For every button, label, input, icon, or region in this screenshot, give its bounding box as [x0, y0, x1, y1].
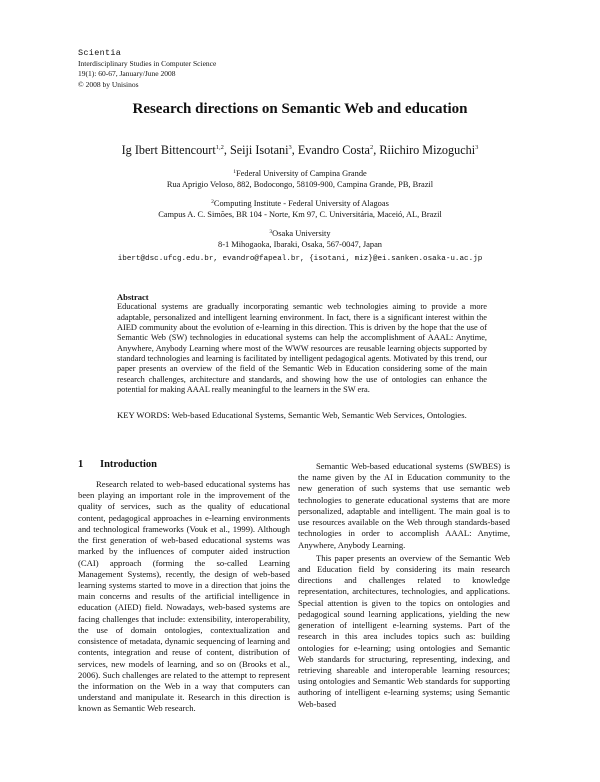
- affiliation-name: Osaka University: [272, 229, 331, 238]
- right-column: [298, 461, 510, 710]
- journal-issue: 19(1): 60-67, January/June 2008: [78, 69, 176, 78]
- affiliation-address: Rua Aprigio Veloso, 882, Bodocongo, 58109-900, Campina Grande, PB, Brazil: [166, 180, 434, 189]
- paragraph: Semantic Web-based educational systems (SWBES) is the name given by the AI in Education community to the new generation of such systems that use semantic web technologies to generate educational systems that are more personalized, adaptable and intelligent. The main goal is to use resources available on the Web through standards-based technologies in order to accomplish AAAL: Anytime, Anywhere, Anybody Learning.: [298, 461, 510, 550]
- abstract-heading: Abstract: [117, 292, 149, 302]
- section-number: 1: [78, 459, 84, 470]
- journal-header: [78, 48, 216, 90]
- author-emails: ibert@dsc.ufcg.edu.br, evandro@fapeal.br, {isotani, miz}@ei.sanken.osaka-u.ac.jp: [117, 255, 483, 263]
- affiliation-address: Campus A. C. Simões, BR 104 - Norte, Km 97, C. Universitária, Maceió, AL, Brazil: [158, 210, 442, 219]
- author-name: Seiji Isotani: [229, 143, 289, 157]
- left-column: [78, 479, 290, 715]
- affiliation-block: [0, 167, 600, 190]
- affiliation-address: 8-1 Mihogaoka, Ibaraki, Osaka, 567-0047, Japan: [218, 240, 382, 249]
- author-list: [0, 143, 600, 158]
- author-separator: ,: [373, 143, 380, 157]
- author-separator: ,: [223, 143, 230, 157]
- author-affiliation-mark: 1,2: [215, 144, 224, 151]
- author-affiliation-mark: 3: [475, 144, 479, 151]
- author-affiliation-mark: 3: [288, 144, 292, 151]
- abstract-text: Educational systems are gradually incorporating semantic web technologies aiming to provide a more adaptable, personalized and intelligent learning environment. In fact, there is a significant interest within the AIED community about the evolution of e-learning in this direction. This is driven by the hope that the use of Semantic Web (SW) technologies in educational systems can help the accomplishment of AAAL: Anytime, Anywhere, Anybody Learning where most of the WWW resources are reusable learning objects supported by standard technologies and learning is facilitated by intelligent pedagogical agents. Motivated by this trend, our paper presents an overview of the field of the Semantic Web in Education considering some of the main research challenges, architecture and standards, and showing how the use of ontologies can enhance the potential for making AAAL really meaningful to the learners in the SW era.: [117, 302, 487, 395]
- affiliation-mark: 3: [269, 229, 273, 235]
- journal-copyright: © 2008 by Unisinos: [78, 79, 139, 89]
- author-name: Evandro Costa: [297, 143, 370, 157]
- affiliation-mark: 2: [211, 199, 214, 205]
- paper-title: Research directions on Semantic Web and education: [132, 101, 468, 117]
- author-name: Riichiro Mizoguchi: [379, 143, 476, 157]
- journal-brand: Scientia: [78, 48, 122, 58]
- affiliation-mark: 1: [233, 169, 237, 175]
- section-title: Introduction: [100, 459, 157, 470]
- affiliation-block: [0, 197, 600, 220]
- author-affiliation-mark: 2: [369, 144, 374, 151]
- affiliation-name: Computing Institute - Federal University of Alagoas: [213, 199, 389, 208]
- affiliation-block: [0, 227, 600, 250]
- paragraph: This paper presents an overview of the Semantic Web and Education field by considering its main research directions and challenges related to knowledge representation, architectures, technologies, and applications. Special attention is given to the topics on ontologies and pedagogical sound learning applications, yielding the new generation of intelligent e-learning systems. Part of the research in this area includes topics such as: building ontologies for e-learning; using ontologies and Semantic Web standards for structuring, representing, indexing, and retrieving shareable and interoperable learning resources; using ontologies and Semantic Web standards for supporting authoring of intelligent e-learning systems; using Semantic Web-based: [298, 552, 510, 709]
- author-separator: ,: [291, 143, 298, 157]
- affiliation-name: Federal University of Campina Grande: [236, 169, 367, 178]
- journal-name: Interdisciplinary Studies in Computer Science: [78, 58, 217, 68]
- keywords: KEY WORDS: Web-based Educational Systems, Semantic Web, Semantic Web Services, Ontologies.: [117, 410, 467, 420]
- paragraph: Research related to web-based educational systems has been playing an important role in the improvement of the quality of services, such as the quality of educational content, pedagogical approaches in e-learning environments and technological frameworks (Vouk et al., 1999). Although the first generation of web-based educational systems was marked by the influences of computer aided instruction (CAI) approach (forming the so-called Learning Management Systems), recently, the design of web-based learning systems started to move in a direction that joins the main concerns and results of the artificial intelligence in education (AIED) field. Nowadays, web-based systems are facing challenges that include: extensibility, interoperability, the use of domain ontologies, contextualization and consistence of metadata, dynamic sequencing of learning and contents, integration and reuse of content, distribution of services, new models of learning, and so on (Brooks et al., 2006). Such challenges are related to the attempt to represent the information on the Web in a way that computers can understand and manipulate it. Research in this direction is known as Semantic Web research.: [78, 479, 290, 714]
- author-name: Ig Ibert Bittencourt: [121, 143, 216, 157]
- section-heading: [78, 459, 157, 470]
- abstract: [117, 292, 487, 395]
